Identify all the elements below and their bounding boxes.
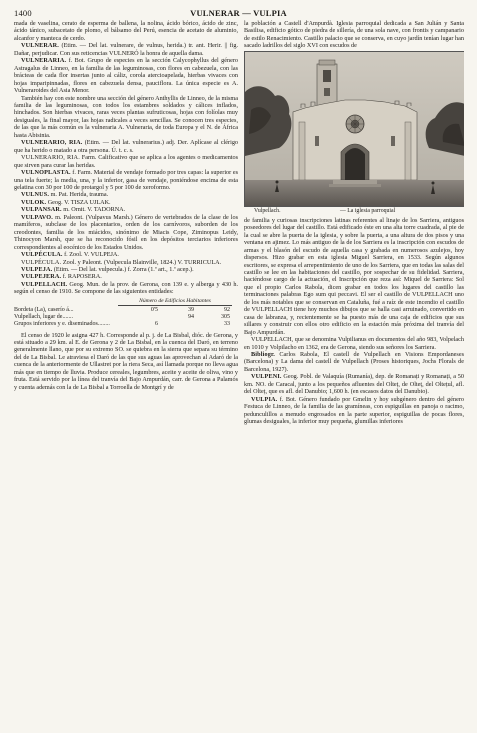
entry-text: Geog. V. TISZA UJLAK. [47, 198, 111, 206]
page-number: 1400 [14, 8, 32, 18]
cell-inhabitants: 92 [224, 306, 230, 313]
entry-text: m. Ornit. V. TADORNA. [63, 206, 126, 214]
cell-distance: 6 [155, 321, 158, 328]
headword: VULNOPLASTA. [21, 169, 71, 177]
entry-vulpansar [14, 206, 238, 213]
caption-text: — La iglesia parroquial [340, 207, 396, 214]
row-label: Grupos inferiores y e. diseminados........ [14, 321, 110, 328]
entry-text: m. Pat. Herida, trauma. [50, 191, 109, 199]
entry-text: f. Bot. Género fundado por Gmelin y hoy subgénero dentro del género Festuca de Linneo, de la familia de las gramíneas, con espiguillas en panoja o racimo, pedunculillos a menudo engrosados en la parte superior, espiguillas de pocas flores, glumas desiguales, la inferior muy pequeña, glumillas inferiores [244, 395, 464, 426]
headword: VULOK. [21, 198, 47, 206]
photo-caption [254, 207, 464, 215]
church-photo-figure [244, 51, 464, 215]
entry-vulnoplasta [14, 169, 238, 191]
entry-text: m. Paleont. (Vulpavus Marsh.) Género de vertebrados de la clase de los mamíferos, subclase de los placentarios, orden de los carnívoros, suborden de los creodontes, familia de los miácidos, sinónimo de Miacis Cope, Ziminopus Leidy, Thinocyon Marsh, que se ha reconocido fósil en los depósitos terciarios inferiores correspondientes al eocénico de los Estados Unidos. [14, 213, 238, 251]
entry-text: Zool. y Paleont. (Vulpecula Blainville, 1824.) V. TURRICULA. [62, 258, 222, 266]
entry-paragraph: VULPELLACH, que se denomina Vulpilianus en documentos del año 983, Volpelach en 1010 y Volpilacho en 1362, era de Gerona, siendo sus señores los Sarriera. [244, 336, 464, 351]
caption-place: Vulpellach. [254, 207, 281, 214]
entry-paragraph: de familia y curiosas inscripciones latinas referentes al linaje de los Sarriera, antiguos poseedores del lugar del castillo. Está edificado éste en una alta torre cuadrada, al pie de la cual se abre la puerta de la iglesia, y sobre la puerta, a una altura de dos pisos y una ventana en ajimez. Lo más antiguo de la de los Sarriera es la inscripción con escudos de armas y el blasón del escudo de aquella casa y grabada en numerosos azulejos, hoy dispersos. Hizo grabar en esta iglesia Miguel Sarriera, en 1533. Según algunos escritores, se expresa el arrepentimiento de uno de los Sarriera, que en todas las salas del castillo se lee en las habitaciones del castillo, por sospechar de su fidelidad. Sarriera, haciéndose cargo de la actuación, el Inscripción que reza así: Miquel de Sarriera: Sol que el propio Carlos Rabola, dicen grabar en todos los lugares del castillo las terminaciones palabras Ego sum qui peccavi. El ser el castillo de VULPELLACH uno de los más notables que se conservan en Cataluña, fué a raíz de este incendio el castillo de VULPELLACH tiene hoy muchos dibujos que se halla casi arruinado, convertido en casa de labranza, y, recientemente se ha puesto más de una caja de edificios que sus sillares y construir con ellos otro edificio en la estación más próxima del tranvía del Bajo Ampurdán. [244, 216, 464, 336]
continued-paragraph: mada de vaselina, cerato de esperma de ballena, la nolina, ácido bórico, ácido de zinc, ácido tánico, subacetato de plomo, el bálsamo del Perú, esencia de acetato de aluminio, alcanfor y manteca de cerdo. [14, 20, 238, 42]
headword: Bibliogr. [251, 350, 275, 358]
cell-inhabitants: 305 [221, 314, 230, 321]
entry-vulok [14, 199, 238, 206]
cell-buildings: 39 [188, 306, 194, 313]
cell-buildings: 94 [188, 314, 194, 321]
entry-text: f. Zool. V. VULPEJA. [64, 251, 119, 259]
entry-vulnerar [14, 42, 238, 57]
headword: VULPANSAR. [21, 206, 62, 214]
headword: VULPAVO. [21, 213, 53, 221]
headword: VULPEJA. [21, 265, 53, 273]
entry-text: f. Bot. Grupo de especies en la sección Calycophyllus del género Astragalus de Linneo, en la familia de las leguminosas, con flores en cabezuela, con las brácteas de cada flor insertas junto al cáliz, corola atercioapelada, hierbas vivaces con hojas imparipinnadas, flores en cabezuela densa, pauciflora. La única especie es A. Vulneraroides del Asia Menor. [14, 57, 238, 95]
cell-distance [126, 314, 162, 321]
table-row [14, 321, 238, 328]
entry-vulpecula [14, 251, 238, 258]
entry-vulpellach [14, 281, 238, 296]
entry-vulnerario [14, 139, 238, 154]
entry-paragraph: El censo de 1920 le asigna 427 h. Corresponde al p. j. de La Bisbal, dióc. de Gerona, y está situado a 29 km. al E. de Gerona y 2 de La Bisbal, en la cuenca del Daró, en terreno generalmente llano, que por su extremo SO. se quiebra en la sierra que separa su término del de La Bisbal. Le atraviesa el Daró de las que sus aguas las aprovechan al Adaró de la cuenca de la anteriormente de Ullastret por la riera Seca, así llamada porque no lleva agua más que en tiempo de lluvia. Produce cereales, legumbres, aceite y aceite de oliva, vino y fruta. Está servido por la línea del tranvía del Bajo Ampurdán, carr. de Gerona a Palamós y cuenta además con la de La Bisbal a Torroella de Montgrí y de [14, 331, 238, 391]
headword: VULPEJERA. [21, 273, 62, 281]
headword: VULPÉCULA. [21, 251, 63, 259]
cell-inhabitants: 33 [224, 321, 230, 328]
running-title: VULNERAR — VULPIA [190, 8, 287, 18]
entry-vulnus [14, 191, 238, 198]
entry-text: f. RAPOSERA. [62, 273, 102, 281]
sub-headword: VULNERARIO, RIA. [21, 154, 80, 162]
church-photo [244, 51, 464, 207]
entry-vulpavo [14, 214, 238, 251]
entry-vulpeni [244, 373, 464, 395]
entry-text: f. Farm. Material de vendaje formado por tres capas: la superior es una tela fuerte; la media, una, y la inferior, gasa de vendaje, poniéndose encima de esta gelatina con 30 por 100 de protargol y 5 por 100 de xeroformo. [14, 169, 238, 191]
entry-vulnerario-2 [14, 154, 238, 169]
census-table [14, 298, 238, 329]
row-label: Bordeta (La), caserío á... [14, 306, 74, 313]
entry-vulneraria [14, 57, 238, 94]
entry-paragraph: También hay con este nombre una sección del género Anthyllis de Linneo, de la misma familia de las leguminosas, con todos los estambres soldados y cálices inflados, hinchados. Son hierbas vivaces, raras veces plantas sufruticosas, hojas con folíolas muy desiguales, la final mayor, las hojas radicales a veces sencillas. Se conocen tres especies, de las que la más común es la vulneraria A. Vulneraria, de toda Europa y el N. de África hasta Abisinia. [14, 94, 238, 139]
entry-text: (Etim. — Del lat. vulpecula.) f. Zorra (1.ª art., 1.ª acep.). [53, 265, 194, 273]
entry-vulpia [244, 396, 464, 426]
entry-text: (Etim. — Del lat. vulnerare, de vulnus, herida.) tr. ant. Herir. || fig. Dañar, perjudicar. Con sus reticencias VULNERÓ la honra de aquella dama. [14, 42, 238, 57]
entry-text: Farm. Calificativo que se aplica a los agentes o medicamentos que sirven para curar las heridas. [14, 154, 238, 169]
sub-headword: VULPÉCULA. [21, 258, 62, 266]
entry-vulpeja [14, 266, 238, 273]
headword: VULNERARIO, RIA. [21, 139, 83, 147]
cell-distance: 0'5 [150, 306, 158, 313]
entry-vulpecula-2 [14, 259, 238, 266]
headword: VULPIA. [251, 395, 278, 403]
entry-text: Carlos Rabola, El castell de Vulpellach en Visions Empordaneses (Barcelona) y La dama del castell de Vulpellach (Proses historiques, Jochs Florals de Barcelona, 1927). [244, 350, 464, 373]
headword: VULNUS. [21, 191, 50, 199]
entry-text: (Etim. — Del lat. vulnerarius.) adj. Der. Aplícase al clérigo que ha herido o matado a otra persona. Ú. t. c. s. [14, 139, 238, 154]
left-column [14, 20, 238, 719]
continued-paragraph: la población a Castell d'Ampurdà. Iglesia parroquial dedicada a San Julián y Santa Basilisa, edificio gótico de piedra de sillería, de una sola nave, con frontis y campanario de estilo Renacimiento. Castillo palacio que se conserva, en cuyo jardín tenían lugar han sacado ladrillos del siglo XVI con escudos de [244, 20, 464, 50]
right-column [244, 20, 464, 719]
cell-buildings [162, 321, 198, 328]
row-label: Vulpellach, lugar de....... [14, 314, 73, 321]
table-body [14, 307, 238, 329]
headword: VULNERAR. [21, 42, 59, 50]
headword: VULNERARIA. [21, 57, 67, 65]
entry-vulpejera [14, 273, 238, 280]
table-row [14, 307, 238, 314]
headword: VULPENI. [251, 373, 282, 381]
headword: VULPELLACH. [21, 280, 68, 288]
entry-text: Geog. Pobl. de Valaquía (Rumanía), dep. de Romanați y Romanați, a 50 km. NO. de Caracal, junto a los pequeños afluentes del Olteț, de Olteț, del Oltețul, afl. del Olteț, que es afl. del Danubio; 1,600 h. (en escasos datos del Danubio). [244, 373, 464, 396]
entry-bibliography [244, 351, 464, 373]
entry-text: Geog. Mun. de la prov. de Gerona, con 139 e. y alberga y 430 h. según el censo de 1910. Se compone de las siguientes entidades: [14, 280, 238, 296]
table-header: Número de Edificios Habitantes [118, 298, 232, 306]
